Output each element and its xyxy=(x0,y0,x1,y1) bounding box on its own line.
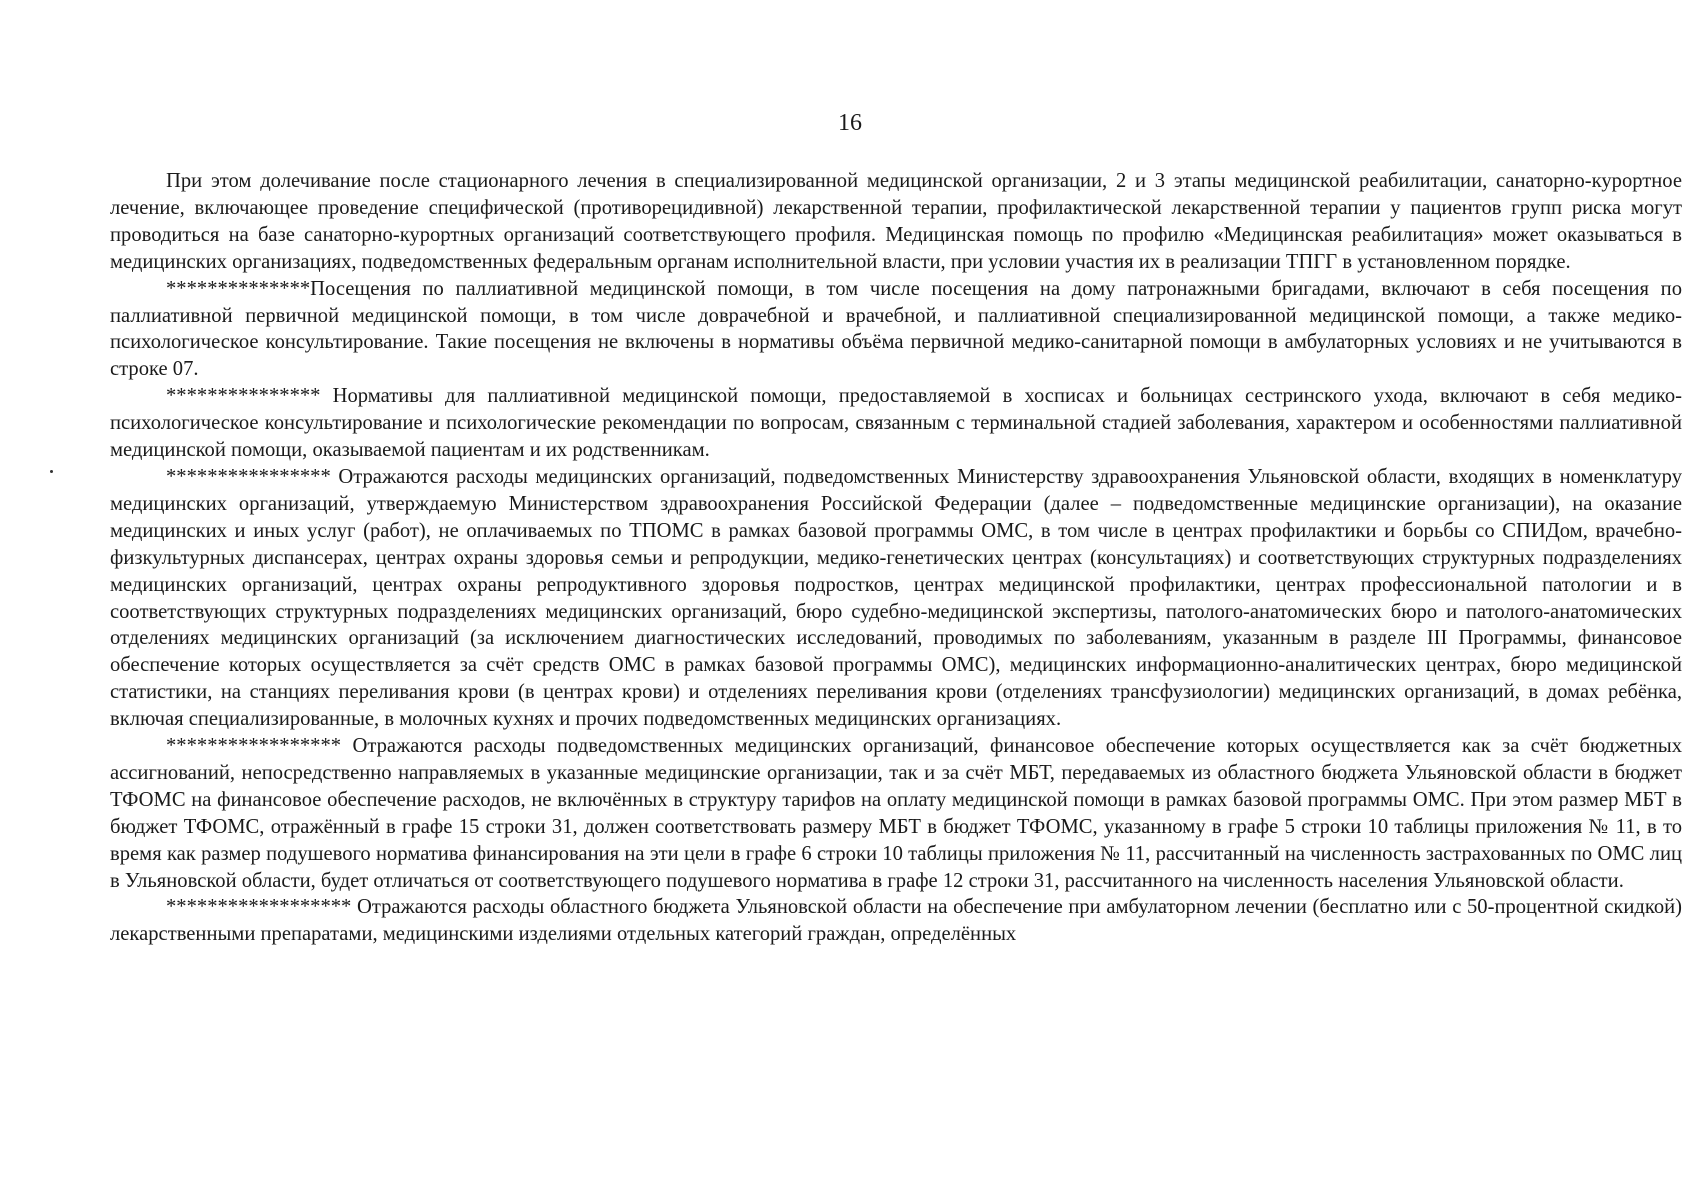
footnote-marker: ****************** xyxy=(166,896,352,919)
document-body xyxy=(110,168,1682,948)
footnote-marker: ***************** xyxy=(166,735,342,758)
footnote-mbt-expenses xyxy=(110,733,1682,894)
paragraph-rehabilitation xyxy=(110,168,1682,276)
paragraph-text: Отражаются расходы областного бюджета Ульяновской области на обеспечение при амбулаторном лечении (бесплатно или с 50-процентной скидкой) лекарственными препаратами, медицинскими изделиями отдельных категорий граждан, определённых xyxy=(110,896,1682,946)
footnote-palliative-norms xyxy=(110,383,1682,464)
footnote-subordinate-organizations xyxy=(110,464,1682,733)
paragraph-text: Отражаются расходы подведомственных медицинских организаций, финансовое обеспечение которых осуществляется как за счёт бюджетных ассигнований, непосредственно направляемых в указанные медицинские организации, так и за счёт МБТ, передаваемых из областного бюджета Ульяновской области в бюджет ТФОМС на финансовое обеспечение расходов, не включённых в структуру тарифов на оплату медицинской помощи в рамках базовой программы ОМС. При этом размер МБТ в бюджет ТФОМС, отражённый в графе 15 строки 31, должен соответствовать размеру МБТ в бюджет ТФОМС, указанному в графе 5 строки 10 таблицы приложения № 11, в то время как размер подушевого норматива финансирования на эти цели в графе 6 строки 10 таблицы приложения № 11, рассчитанный на численность застрахованных по ОМС лиц в Ульяновской области, будет отличаться от соответствующего подушевого норматива в графе 12 строки 31, рассчитанного на численность населения Ульяновской области. xyxy=(110,735,1682,892)
footnote-marker: **************** xyxy=(166,465,331,488)
page-number: 16 xyxy=(838,110,862,136)
paragraph-text: Посещения по паллиативной медицинской помощи, в том числе посещения на дому патронажными бригадами, включают в себя посещения по паллиативной первичной медицинской помощи, в том числе доврачебной и врачебной, и паллиативной специализированной медицинской помощи, а также медико-психологическое консультирование. Такие посещения не включены в нормативы объёма первичной медико-санитарной помощи в амбулаторных условиях и не учитываются в строке 07. xyxy=(110,277,1682,381)
paragraph-text: При этом долечивание после стационарного лечения в специализированной медицинской организации, 2 и 3 этапы медицинской реабилитации, санаторно-курортное лечение, включающее проведение специфической (противорецидивной) лекарственной терапии, профилактической лекарственной терапии у пациентов групп риска могут проводиться на базе санаторно-курортных организаций соответствующего профиля. Медицинская помощь по профилю «Медицинская реабилитация» может оказываться в медицинских организациях, подведомственных федеральным органам исполнительной власти, при условии участия их в реализации ТПГГ в установленном порядке. xyxy=(110,170,1682,273)
footnote-palliative-visits xyxy=(110,276,1682,384)
footnote-marker: ************** xyxy=(166,277,311,300)
scan-speck xyxy=(50,470,53,473)
paragraph-text: Отражаются расходы медицинских организаций, подведомственных Министерству здравоохранения Ульяновской области, входящих в номенклатуру медицинских организаций, утверждаемую Министерством здравоохранения Российской Федерации (далее – подведомственные медицинские организации), на оказание медицинских и иных услуг (работ), не оплачиваемых по ТПОМС в рамках базовой программы ОМС, в том числе в центрах профилактики и борьбы со СПИДом, врачебно-физкультурных диспансерах, центрах охраны здоровья семьи и репродукции, медико-генетических центрах (консультациях) и соответствующих структурных подразделениях медицинских организаций, центрах охраны репродуктивного здоровья подростков, центрах медицинской профилактики, центрах профессиональной патологии и в соответствующих структурных подразделениях медицинских организаций, бюро судебно-медицинской экспертизы, патолого-анатомических бюро и патолого-анатомических отделениях медицинских организаций (за исключением диагностических исследований, проводимых по заболеваниям, указанным в разделе III Программы, финансовое обеспечение которых осуществляется за счёт средств ОМС в рамках базовой программы ОМС), медицинских информационно-аналитических центрах, бюро медицинской статистики, на станциях переливания крови (в центрах крови) и отделениях переливания крови (отделениях трансфузиологии) медицинских организаций, в домах ребёнка, включая специализированные, в молочных кухнях и прочих подведомственных медицинских организациях. xyxy=(110,465,1682,731)
footnote-drug-provision xyxy=(110,894,1682,948)
footnote-marker: *************** xyxy=(166,385,321,408)
paragraph-text: Нормативы для паллиативной медицинской помощи, предоставляемой в хосписах и больницах сестринского ухода, включают в себя медико-психологическое консультирование и психологические рекомендации по вопросам, связанным с терминальной стадией заболевания, характером и особенностями паллиативной медицинской помощи, оказываемой пациентам и их родственникам. xyxy=(110,385,1682,462)
